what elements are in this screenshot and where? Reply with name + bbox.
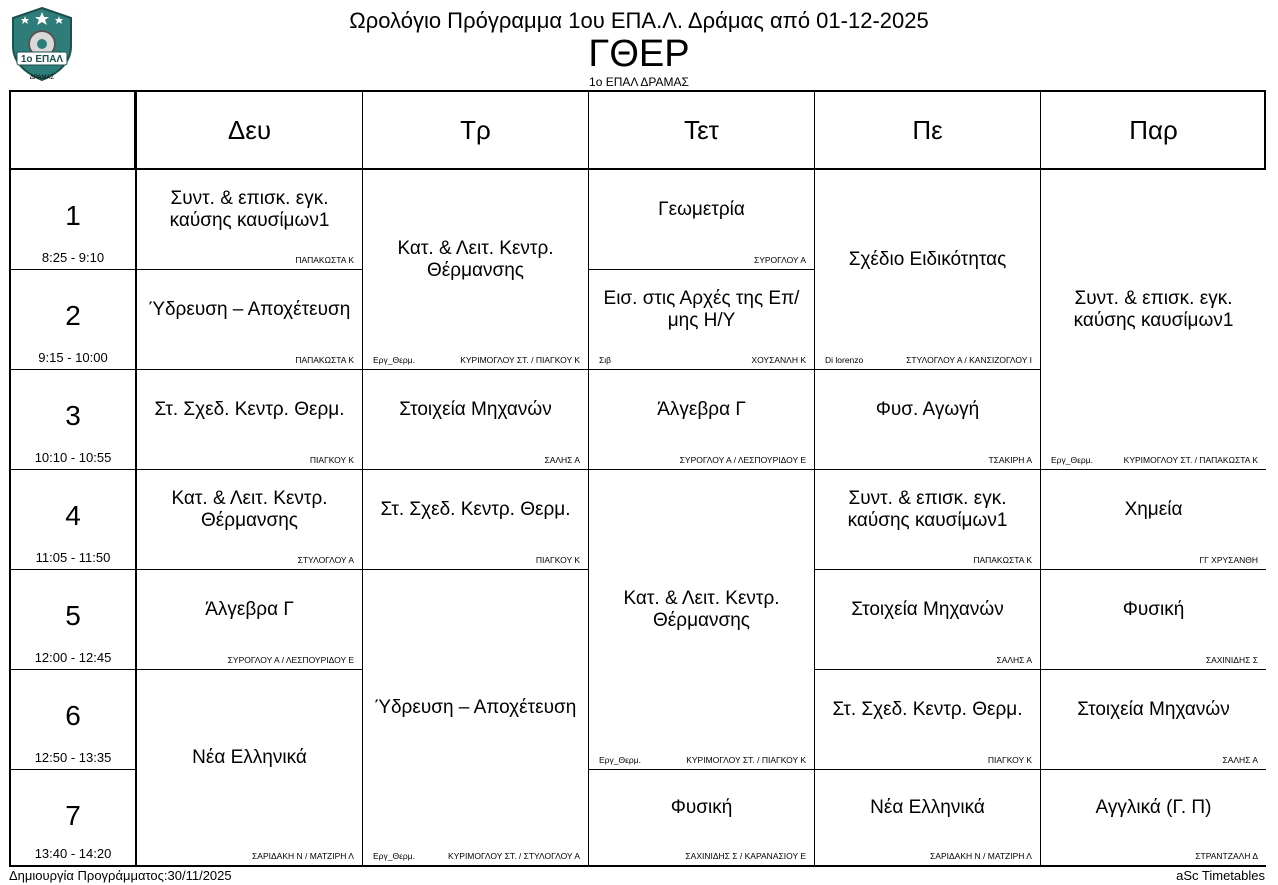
- lesson-subject: Ύδρευση – Αποχέτευση: [148, 299, 351, 320]
- svg-text:1ο ΕΠΑΛ: 1ο ΕΠΑΛ: [20, 54, 64, 65]
- period-cell: [11, 270, 135, 370]
- lesson-teacher: ΣΤΥΛΟΓΛΟΥ Α / ΚΑΝΣΙΖΟΓΛΟΥ Ι: [906, 355, 1032, 365]
- lesson-subject: Γεωμετρία: [658, 199, 745, 220]
- lesson-cell: [137, 470, 363, 570]
- lesson-cell: [137, 170, 363, 270]
- lesson-teacher: ΤΣΑΚΙΡΗ Α: [988, 455, 1032, 465]
- class-name: ΓΘΕΡ: [588, 33, 690, 75]
- lesson-teacher: ΧΟΥΣΑΝΛΗ Κ: [751, 355, 806, 365]
- lesson-teacher: ΚΥΡΙΜΟΓΛΟΥ ΣΤ. / ΠΑΠΑΚΩΣΤΑ Κ: [1123, 455, 1258, 465]
- day-header: Δευ: [137, 92, 363, 168]
- lesson-cell: [815, 470, 1041, 570]
- period-time: 11:05 - 11:50: [35, 550, 111, 565]
- lesson-teacher: ΠΙΑΓΚΟΥ Κ: [309, 455, 354, 465]
- day-header: Τρ: [363, 92, 589, 168]
- lesson-cell: [589, 370, 815, 470]
- period-time: 10:10 - 10:55: [34, 450, 112, 465]
- lesson-teacher: ΣΑΧΙΝΙΔΗΣ Σ: [1205, 655, 1258, 665]
- lesson-teacher: ΣΥΡΟΓΛΟΥ Α / ΛΕΣΠΟΥΡΙΔΟΥ Ε: [227, 655, 354, 665]
- lesson-teacher: ΣΑΛΗΣ Α: [996, 655, 1032, 665]
- period-time: 9:15 - 10:00: [38, 350, 108, 365]
- lesson-cell: [363, 170, 589, 370]
- lesson-room: Εργ_Θερμ.: [373, 355, 415, 365]
- lesson-cell: [1041, 570, 1266, 670]
- school-name: 1ο ΕΠΑΛ ΔΡΑΜΑΣ: [589, 75, 689, 89]
- lesson-subject: Άλγεβρα Γ: [205, 599, 294, 620]
- lesson-cell: [815, 770, 1041, 865]
- lesson-room: Εργ_Θερμ.: [599, 755, 641, 765]
- lesson-cell: [589, 270, 815, 370]
- lesson-cell: [589, 470, 815, 770]
- lesson-subject: Στοιχεία Μηχανών: [399, 399, 552, 420]
- period-number: 7: [65, 800, 81, 831]
- lesson-teacher: ΠΑΠΑΚΩΣΤΑ Κ: [295, 255, 354, 265]
- period-time: 13:40 - 14:20: [34, 846, 112, 861]
- lesson-cell: [1041, 770, 1266, 865]
- lesson-teacher: ΣΤΡΑΝΤΖΑΛΗ Δ: [1195, 851, 1258, 861]
- lesson-teacher: ΣΑΛΗΣ Α: [1222, 755, 1258, 765]
- svg-text:ΔΡΑΜΑΣ: ΔΡΑΜΑΣ: [29, 75, 55, 81]
- corner-cell: [11, 92, 135, 168]
- lesson-teacher: ΚΥΡΙΜΟΓΛΟΥ ΣΤ. / ΠΙΑΓΚΟΥ Κ: [460, 355, 580, 365]
- lesson-subject: Κατ. & Λειτ. Κεντρ. Θέρμανσης: [397, 238, 554, 281]
- lesson-subject: Συντ. & επισκ. εγκ. καύσης καυσίμων1: [169, 188, 330, 231]
- period-time: 8:25 - 9:10: [41, 250, 105, 265]
- lesson-subject: Νέα Ελληνικά: [870, 797, 985, 818]
- lesson-teacher: ΣΥΡΟΓΛΟΥ Α: [753, 255, 806, 265]
- lesson-room: Εργ_Θερμ.: [1051, 455, 1093, 465]
- lesson-subject: Εισ. στις Αρχές της Επ/μης Η/Υ: [603, 288, 800, 331]
- lesson-teacher: ΠΑΠΑΚΩΣΤΑ Κ: [973, 555, 1032, 565]
- period-cell: [11, 170, 135, 270]
- lesson-teacher: ΚΥΡΙΜΟΓΛΟΥ ΣΤ. / ΠΙΑΓΚΟΥ Κ: [686, 755, 806, 765]
- lesson-cell: [137, 370, 363, 470]
- period-number: 1: [65, 200, 81, 231]
- lesson-teacher: ΓΓ ΧΡΥΣΑΝΘΗ: [1199, 555, 1258, 565]
- lesson-subject: Ύδρευση – Αποχέτευση: [374, 697, 577, 718]
- day-header: Τετ: [589, 92, 815, 168]
- lesson-cell: [589, 770, 815, 865]
- period-number: 5: [65, 600, 81, 631]
- day-header: Πε: [815, 92, 1041, 168]
- lesson-cell: [1041, 170, 1266, 470]
- lesson-subject: Φυσ. Αγωγή: [875, 399, 980, 420]
- lesson-teacher: ΠΑΠΑΚΩΣΤΑ Κ: [295, 355, 354, 365]
- timetable-title: Ωρολόγιο Πρόγραμμα 1ου ΕΠΑ.Λ. Δράμας από 01-12-2025: [349, 8, 929, 33]
- software-credit: aSc Timetables: [1176, 868, 1265, 883]
- lesson-teacher: ΣΥΡΟΓΛΟΥ Α / ΛΕΣΠΟΥΡΙΔΟΥ Ε: [679, 455, 806, 465]
- lesson-cell: [137, 570, 363, 670]
- lesson-teacher: ΚΥΡΙΜΟΓΛΟΥ ΣΤ. / ΣΤΥΛΟΓΛΟΥ Α: [447, 851, 580, 861]
- period-number: 3: [65, 400, 81, 431]
- lesson-teacher: ΠΙΑΓΚΟΥ Κ: [987, 755, 1032, 765]
- lesson-subject: Στ. Σχεδ. Κεντρ. Θερμ.: [154, 399, 345, 420]
- lesson-subject: Σχέδιο Ειδικότητας: [848, 249, 1007, 270]
- lesson-room: Σιβ: [599, 355, 612, 365]
- lesson-subject: Συντ. & επισκ. εγκ. καύσης καυσίμων1: [847, 488, 1008, 531]
- lesson-cell: [815, 170, 1041, 370]
- lesson-subject: Νέα Ελληνικά: [192, 747, 307, 768]
- lesson-cell: [815, 670, 1041, 770]
- lesson-cell: [1041, 670, 1266, 770]
- lesson-subject: Άλγεβρα Γ: [657, 399, 746, 420]
- period-cell: [11, 470, 135, 570]
- lesson-teacher: ΣΑΡΙΔΑΚΗ Ν / ΜΑΤΖΙΡΗ Λ: [930, 851, 1032, 861]
- lesson-subject: Φυσική: [670, 797, 733, 818]
- period-time: 12:00 - 12:45: [34, 650, 112, 665]
- lesson-subject: Φυσική: [1122, 599, 1185, 620]
- lesson-teacher: ΣΤΥΛΟΓΛΟΥ Α: [297, 555, 354, 565]
- lesson-room: Εργ_Θερμ.: [373, 851, 415, 861]
- lesson-cell: [363, 470, 589, 570]
- period-cell: [11, 770, 135, 865]
- lesson-room: Di lorenzo: [825, 355, 864, 365]
- lesson-subject: Κατ. & Λειτ. Κεντρ. Θέρμανσης: [623, 588, 780, 631]
- lesson-cell: [137, 670, 363, 865]
- period-cell: [11, 570, 135, 670]
- day-header: Παρ: [1129, 114, 1178, 145]
- lesson-subject: Αγγλικά (Γ. Π): [1095, 797, 1212, 818]
- period-cell: [11, 370, 135, 470]
- lesson-cell: [589, 170, 815, 270]
- period-number: 2: [65, 300, 81, 331]
- lesson-cell: [363, 370, 589, 470]
- lesson-subject: Κατ. & Λειτ. Κεντρ. Θέρμανσης: [171, 488, 328, 531]
- lesson-subject: Στ. Σχεδ. Κεντρ. Θερμ.: [380, 499, 571, 520]
- lesson-cell: [137, 270, 363, 370]
- period-number: 6: [65, 700, 81, 731]
- period-cell: [11, 670, 135, 770]
- lesson-subject: Στ. Σχεδ. Κεντρ. Θερμ.: [832, 699, 1023, 720]
- creation-date: Δημιουργία Προγράμματος:30/11/2025: [9, 868, 232, 883]
- period-number: 4: [65, 500, 81, 531]
- lesson-teacher: ΣΑΡΙΔΑΚΗ Ν / ΜΑΤΖΙΡΗ Λ: [252, 851, 354, 861]
- lesson-teacher: ΠΙΑΓΚΟΥ Κ: [535, 555, 580, 565]
- lesson-subject: Στοιχεία Μηχανών: [851, 599, 1004, 620]
- timetable-grid: [9, 90, 1266, 867]
- lesson-subject: Στοιχεία Μηχανών: [1077, 699, 1230, 720]
- lesson-subject: Χημεία: [1124, 499, 1183, 520]
- lesson-teacher: ΣΑΛΗΣ Α: [544, 455, 580, 465]
- lesson-subject: Συντ. & επισκ. εγκ. καύσης καυσίμων1: [1073, 288, 1234, 331]
- lesson-teacher: ΣΑΧΙΝΙΔΗΣ Σ / ΚΑΡΑΝΑΣΙΟΥ Ε: [685, 851, 806, 861]
- lesson-cell: [815, 370, 1041, 470]
- lesson-cell: [815, 570, 1041, 670]
- period-time: 12:50 - 13:35: [34, 750, 112, 765]
- lesson-cell: [1041, 470, 1266, 570]
- lesson-cell: [363, 570, 589, 865]
